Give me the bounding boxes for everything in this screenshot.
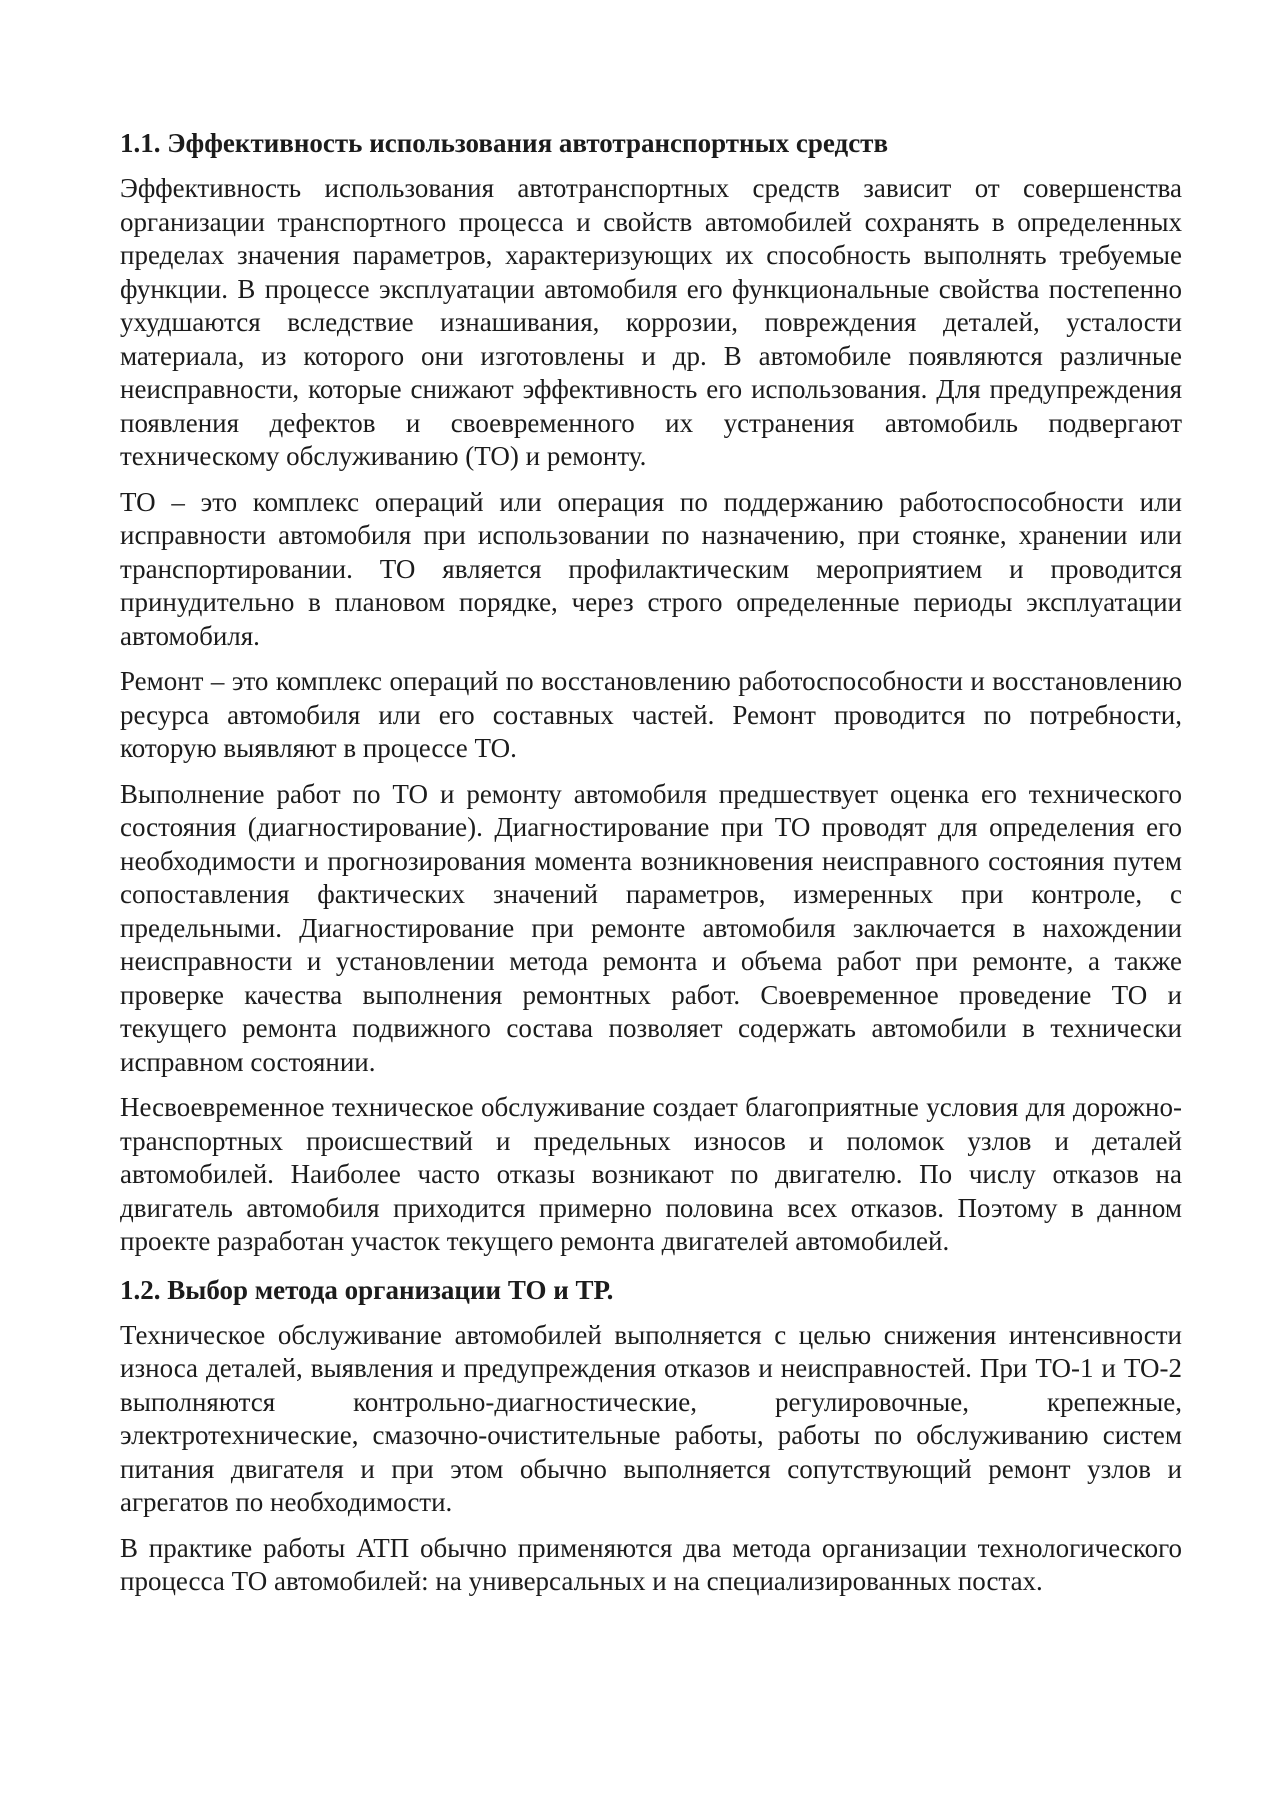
paragraph: Эффективность использования автотранспортных средств зависит от совершенства организации транспортного процесса и свойств автомобилей сохранять в определенных пределах значения параметров, характеризующих их способность выполнять требуемые функции. В процессе эксплуатации автомобиля его функциональные свойства постепенно ухудшаются вследствие изнашивания, коррозии, повреждения деталей, усталости материала, из которого они изготовлены и др. В автомобиле появляются различные неисправности, которые снижают эффективность его использования. Для предупреждения появления дефектов и своевременного их устранения автомобиль подвергают техническому обслуживанию (ТО) и ремонту. [120, 173, 1182, 471]
section-efficiency [120, 126, 1182, 1259]
paragraph: Ремонт – это комплекс операций по восстановлению работоспособности и восстановлению ресурса автомобиля или его составных частей. Ремонт проводится по потребности, которую выявляют в процессе ТО. [120, 666, 1182, 763]
section-method-choice [120, 1273, 1182, 1599]
paragraph: Выполнение работ по ТО и ремонту автомобиля предшествует оценка его технического состояния (диагностирование). Диагностирование при ТО проводят для определения его необходимости и прогнозирования момента возникновения неисправного состояния путем сопоставления фактических значений параметров, измеренных при контроле, с предельными. Диагностирование при ремонте автомобиля заключается в нахождении неисправности и установлении метода ремонта и объема работ при ремонте, а также проверке качества выполнения ремонтных работ. Своевременное проведение ТО и текущего ремонта подвижного состава позволяет содержать автомобили в технически исправном состоянии. [120, 778, 1182, 1077]
section-heading: 1.2. Выбор метода организации ТО и ТР. [120, 1274, 614, 1305]
section-heading: 1.1. Эффективность использования автотранспортных средств [120, 128, 889, 158]
paragraph: Техническое обслуживание автомобилей выполняется с целью снижения интенсивности износа деталей, выявления и предупреждения отказов и неисправностей. При ТО-1 и ТО-2 выполняются контрольно-диагностические, регулировочные, крепежные, электротехнические, смазочно-очистительные работы, работы по обслуживанию систем питания двигателя и при этом обычно выполняется сопутствующий ремонт узлов и агрегатов по необходимости. [120, 1319, 1182, 1517]
paragraph: Несвоевременное техническое обслуживание создает благоприятные условия для дорожно-транспортных происшествий и предельных износов и поломок узлов и деталей автомобилей. Наиболее часто отказы возникают по двигателю. По числу отказов на двигатель автомобиля приходится примерно половина всех отказов. Поэтому в данном проекте разработан участок текущего ремонта двигателей автомобилей. [120, 1092, 1182, 1256]
paragraph: В практике работы АТП обычно применяются два метода организации технологического процесса ТО автомобилей: на универсальных и на специализированных постах. [120, 1532, 1182, 1596]
paragraph: ТО – это комплекс операций или операция по поддержанию работоспособности или исправности автомобиля при использовании по назначению, при стоянке, хранении или транспортировании. ТО является профилактическим мероприятием и проводится принудительно в плановом порядке, через строго определенные периоды эксплуатации автомобиля. [120, 486, 1182, 651]
